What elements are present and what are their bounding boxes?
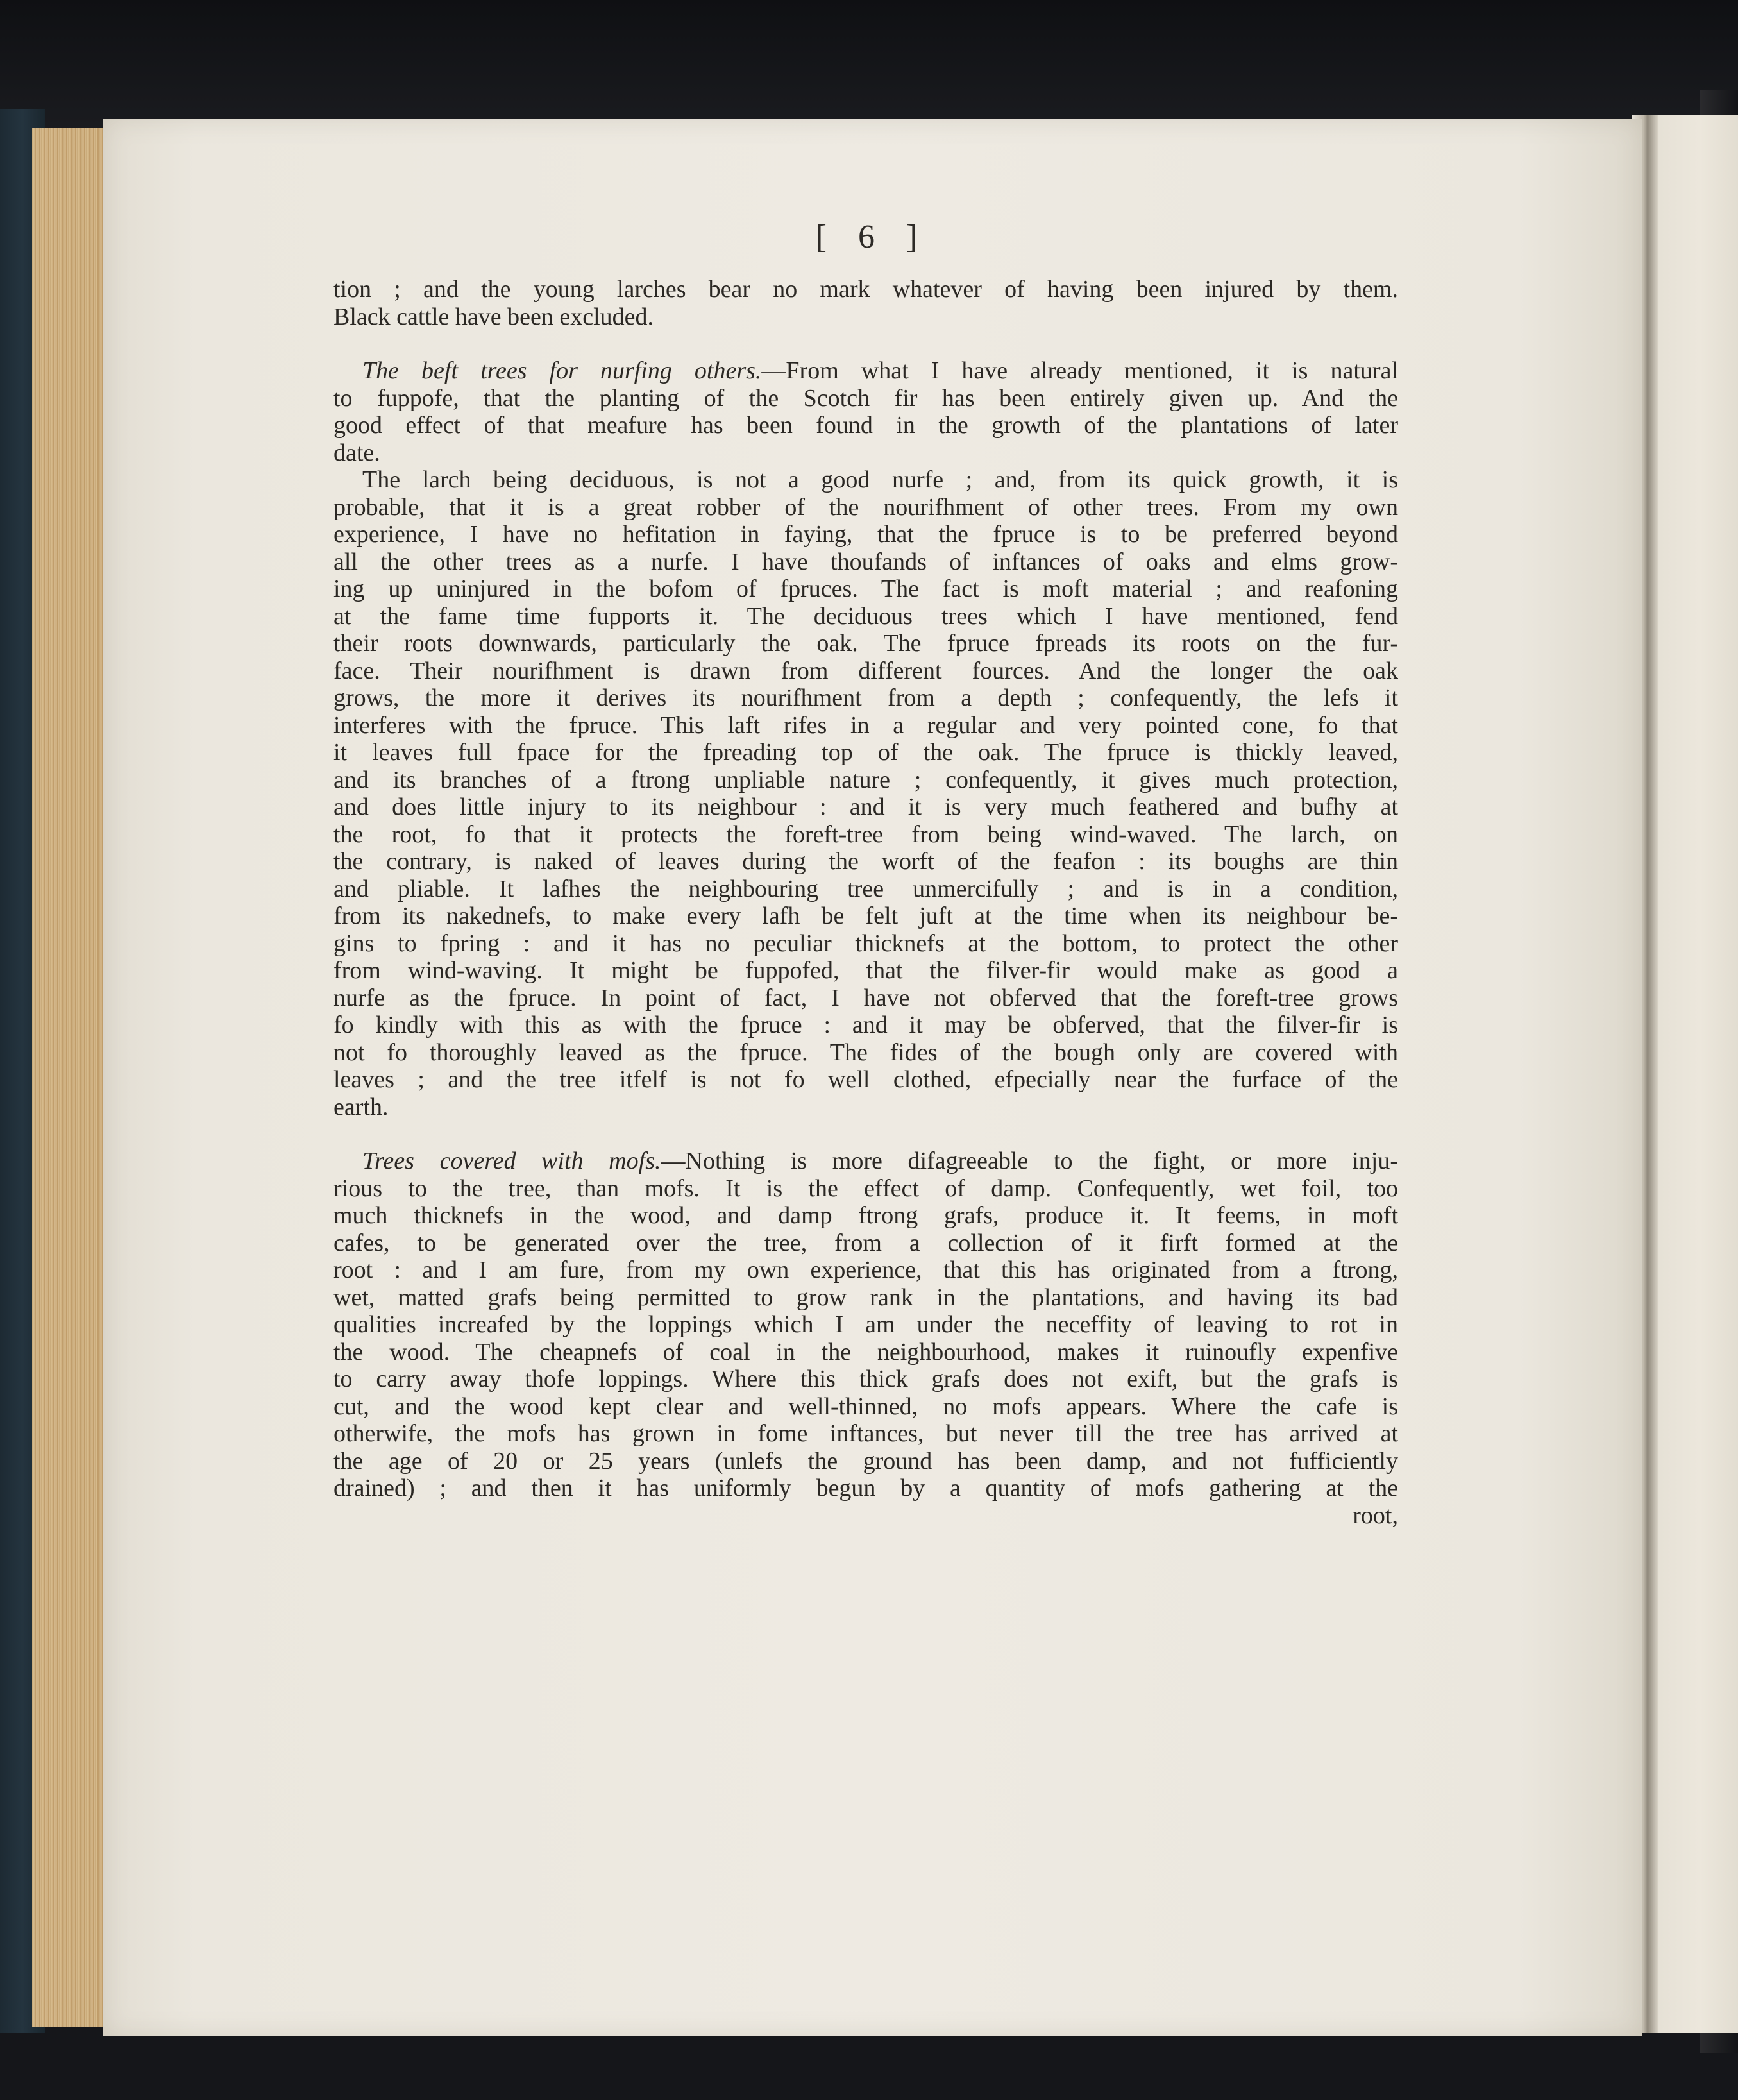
text-line: tion ; and the young larches bear no mark whatever of having been injured by them. — [333, 276, 1398, 303]
section-heading: The beft trees for nurfing others. — [362, 357, 762, 384]
text-line: the contrary, is naked of leaves during the worft of the feafon : its boughs are thin — [333, 848, 1398, 875]
text-line: it leaves full fpace for the fpreading top of the oak. The fpruce is thickly leaved, — [333, 739, 1398, 766]
text-line-rest: —From what I have already mentioned, it is natural — [761, 357, 1399, 384]
text-line: not fo thoroughly leaved as the fpruce. The fides of the bough only are covered with — [333, 1038, 1398, 1066]
page-number: [ 6 ] — [815, 219, 929, 255]
text-line: earth. — [333, 1093, 389, 1121]
text-line: probable, that it is a great robber of the nourifhment of other trees. From my own — [333, 493, 1398, 521]
text-line: ing up uninjured in the bofom of fpruces. The fact is moft material ; and reafoning — [333, 575, 1398, 602]
text-line: experience, I have no hefitation in faying, that the fpruce is to be preferred beyond — [333, 521, 1398, 548]
text-line: gins to fpring : and it has no peculiar thicknefs at the bottom, to protect the other — [333, 929, 1398, 957]
text-line: the wood. The cheapnefs of coal in the neighbourhood, makes it ruinoufly expenfive — [333, 1338, 1398, 1366]
text-line: nurfe as the fpruce. In point of fact, I have not obferved that the foreft-tree grows — [333, 984, 1398, 1012]
text-line: much thicknefs in the wood, and damp ftrong grafs, produce it. It feems, in moft — [333, 1202, 1398, 1229]
text-line: date. — [333, 439, 380, 466]
text-line: leaves ; and the tree itfelf is not fo well clothed, efpecially near the furface of the — [333, 1066, 1398, 1093]
text-line: and its branches of a ftrong unpliable nature ; confequently, it gives much protection, — [333, 766, 1398, 793]
text-line: from its nakednefs, to make every lafh be felt juft at the time when its neighbour be- — [333, 902, 1398, 929]
text-line: the root, fo that it protects the foreft-tree from being wind-waved. The larch, on — [333, 820, 1398, 848]
text-line: the age of 20 or 25 years (unlefs the ground has been damp, and not fufficiently — [333, 1447, 1398, 1475]
text-line: Black cattle have been excluded. — [333, 303, 654, 330]
text-line: otherwife, the mofs has grown in fome inftances, but never till the tree has arrived at — [333, 1420, 1398, 1447]
text-line: and does little injury to its neighbour : and it is very much feathered and bufhy at — [333, 793, 1398, 820]
text-line — [333, 1147, 1398, 1175]
text-line: root : and I am fure, from my own experience, that this has originated from a ftrong, — [333, 1257, 1398, 1283]
section-heading: Trees covered with mofs. — [362, 1147, 661, 1174]
body-text — [333, 276, 1398, 1529]
text-line: The larch being deciduous, is not a good nurfe ; and, from its quick growth, it is — [362, 466, 1398, 493]
text-line: and pliable. It lafhes the neighbouring tree unmercifully ; and is in a condition, — [333, 875, 1398, 902]
text-line: interferes with the fpruce. This laft rifes in a regular and very pointed cone, fo that — [333, 711, 1398, 739]
text-line: face. Their nourifhment is drawn from different fources. And the longer the oak — [333, 657, 1398, 684]
text-line: cafes, to be generated over the tree, from a collection of it firft formed at the — [333, 1229, 1398, 1257]
text-line: from wind-waving. It might be fuppofed, that the filver-fir would make as good a — [333, 957, 1398, 984]
text-line — [333, 357, 1398, 385]
catchword: root, — [1353, 1502, 1398, 1529]
text-line: drained) ; and then it has uniformly begun by a quantity of mofs gathering at the — [333, 1475, 1398, 1502]
text-line-rest: —Nothing is more difagreeable to the fight, or more inju- — [661, 1147, 1398, 1174]
text-line: fo kindly with this as with the fpruce : and it may be obferved, that the filver-fir is — [333, 1012, 1398, 1038]
text-line: wet, matted grafs being permitted to grow rank in the plantations, and having its bad — [333, 1283, 1398, 1311]
page-edges — [32, 128, 109, 2027]
text-line: their roots downwards, particularly the oak. The fpruce fpreads its roots on the fur- — [333, 630, 1398, 657]
text-line: to fuppofe, that the planting of the Scotch fir has been entirely given up. And the — [333, 384, 1398, 412]
text-line: good effect of that meafure has been found in the growth of the plantations of later — [333, 412, 1398, 439]
text-line: rious to the tree, than mofs. It is the effect of damp. Confequently, wet foil, too — [333, 1174, 1398, 1202]
text-line: at the fame time fupports it. The deciduous trees which I have mentioned, fend — [333, 602, 1398, 630]
text-line: all the other trees as a nurfe. I have thoufands of inftances of oaks and elms grow- — [333, 548, 1398, 575]
text-line: grows, the more it derives its nourifhment from a depth ; confequently, the lefs it — [333, 684, 1398, 711]
text-line: cut, and the wood kept clear and well-thinned, no mofs appears. Where the cafe is — [333, 1393, 1398, 1420]
text-line: to carry away thofe loppings. Where this thick grafs does not exift, but the grafs is — [333, 1366, 1398, 1393]
text-line: qualities increafed by the loppings which I am under the neceffity of leaving to rot in — [333, 1311, 1398, 1338]
